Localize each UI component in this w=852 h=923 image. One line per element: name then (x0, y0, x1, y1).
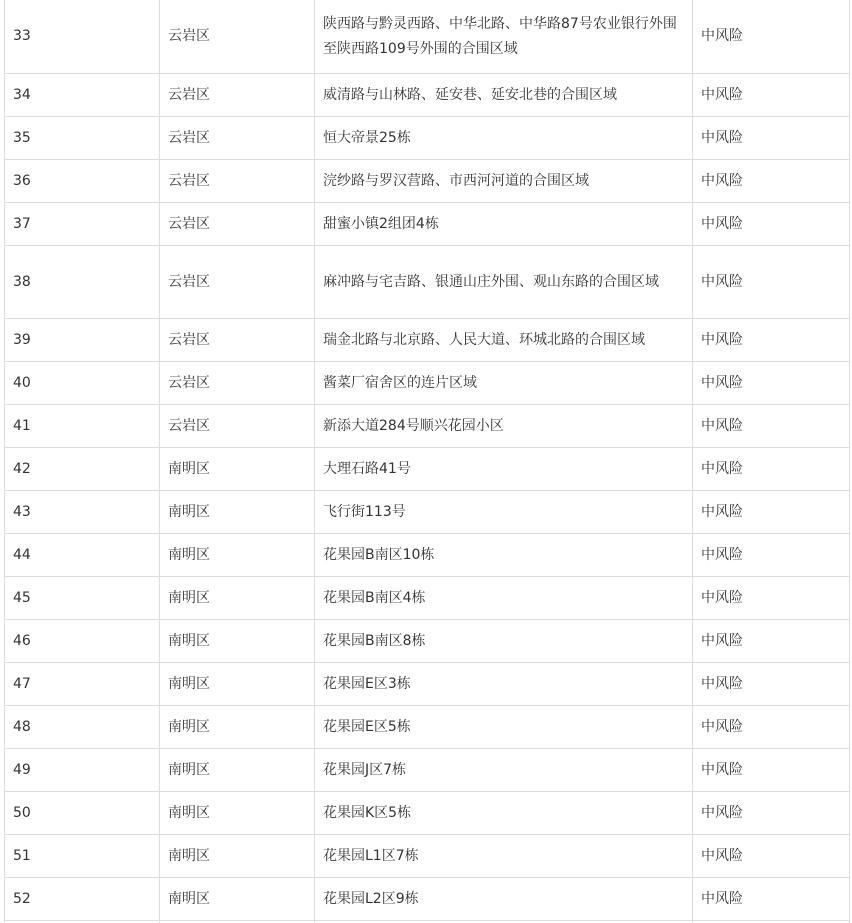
cell-risk-level: 中风险 (693, 491, 850, 534)
cell-number: 47 (5, 663, 160, 706)
cell-number: 49 (5, 749, 160, 792)
cell-area: 花果园B南区10栋 (315, 534, 693, 577)
table-row (5, 749, 850, 792)
cell-area: 甜蜜小镇2组团4栋 (315, 203, 693, 246)
cell-district: 云岩区 (160, 246, 315, 319)
cell-district: 云岩区 (160, 405, 315, 448)
table-row (5, 448, 850, 491)
cell-risk-level: 中风险 (693, 246, 850, 319)
cell-district: 南明区 (160, 878, 315, 921)
cell-number: 34 (5, 74, 160, 117)
table-row (5, 203, 850, 246)
cell-area: 花果园J区7栋 (315, 749, 693, 792)
cell-district: 南明区 (160, 620, 315, 663)
table-row (5, 792, 850, 835)
cell-district: 南明区 (160, 706, 315, 749)
cell-number: 40 (5, 362, 160, 405)
table-row (5, 246, 850, 319)
cell-risk-level: 中风险 (693, 0, 850, 74)
cell-number: 35 (5, 117, 160, 160)
cell-area: 花果园B南区8栋 (315, 620, 693, 663)
cell-number: 52 (5, 878, 160, 921)
cell-number: 42 (5, 448, 160, 491)
cell-district: 云岩区 (160, 160, 315, 203)
cell-number: 44 (5, 534, 160, 577)
cell-area: 飞行街113号 (315, 491, 693, 534)
cell-district: 云岩区 (160, 117, 315, 160)
cell-risk-level: 中风险 (693, 663, 850, 706)
cell-district: 南明区 (160, 534, 315, 577)
cell-district: 南明区 (160, 835, 315, 878)
cell-risk-level: 中风险 (693, 319, 850, 362)
cell-area: 花果园B南区4栋 (315, 577, 693, 620)
cell-number: 43 (5, 491, 160, 534)
cell-number: 45 (5, 577, 160, 620)
cell-district: 云岩区 (160, 0, 315, 74)
cell-risk-level: 中风险 (693, 835, 850, 878)
cell-area: 恒大帝景25栋 (315, 117, 693, 160)
table-row (5, 534, 850, 577)
cell-area: 大理石路41号 (315, 448, 693, 491)
table-row (5, 835, 850, 878)
cell-area: 花果园K区5栋 (315, 792, 693, 835)
cell-number: 46 (5, 620, 160, 663)
table-row (5, 663, 850, 706)
table-body (5, 0, 850, 923)
cell-district: 南明区 (160, 749, 315, 792)
cell-number: 36 (5, 160, 160, 203)
cell-risk-level: 中风险 (693, 878, 850, 921)
cell-area: 新添大道284号顺兴花园小区 (315, 405, 693, 448)
cell-district: 南明区 (160, 577, 315, 620)
table-row (5, 878, 850, 921)
cell-risk-level: 中风险 (693, 749, 850, 792)
cell-district: 南明区 (160, 792, 315, 835)
table-row (5, 362, 850, 405)
table-row (5, 74, 850, 117)
cell-risk-level: 中风险 (693, 534, 850, 577)
cell-risk-level: 中风险 (693, 203, 850, 246)
cell-risk-level: 中风险 (693, 620, 850, 663)
cell-area: 瑞金北路与北京路、人民大道、环城北路的合围区域 (315, 319, 693, 362)
risk-area-table (4, 0, 850, 923)
cell-area: 花果园E区5栋 (315, 706, 693, 749)
cell-district: 南明区 (160, 448, 315, 491)
cell-area: 麻冲路与宅吉路、银通山庄外围、观山东路的合围区域 (315, 246, 693, 319)
cell-risk-level: 中风险 (693, 362, 850, 405)
cell-number: 50 (5, 792, 160, 835)
cell-risk-level: 中风险 (693, 405, 850, 448)
table-row (5, 491, 850, 534)
cell-number: 41 (5, 405, 160, 448)
cell-district: 云岩区 (160, 362, 315, 405)
cell-risk-level: 中风险 (693, 577, 850, 620)
cell-number: 38 (5, 246, 160, 319)
table-row (5, 319, 850, 362)
cell-number: 51 (5, 835, 160, 878)
cell-risk-level: 中风险 (693, 117, 850, 160)
cell-area: 花果园L2区9栋 (315, 878, 693, 921)
cell-area: 威清路与山林路、延安巷、延安北巷的合围区域 (315, 74, 693, 117)
cell-risk-level: 中风险 (693, 74, 850, 117)
table-row (5, 117, 850, 160)
cell-area: 花果园L1区7栋 (315, 835, 693, 878)
cell-number: 37 (5, 203, 160, 246)
cell-number: 39 (5, 319, 160, 362)
cell-area: 浣纱路与罗汉营路、市西河河道的合围区域 (315, 160, 693, 203)
table-row (5, 577, 850, 620)
table-row (5, 0, 850, 74)
cell-district: 云岩区 (160, 203, 315, 246)
cell-risk-level: 中风险 (693, 792, 850, 835)
table-row (5, 405, 850, 448)
table-row (5, 620, 850, 663)
cell-district: 云岩区 (160, 74, 315, 117)
cell-area: 花果园E区3栋 (315, 663, 693, 706)
table-row (5, 706, 850, 749)
cell-number: 48 (5, 706, 160, 749)
cell-district: 南明区 (160, 491, 315, 534)
cell-risk-level: 中风险 (693, 706, 850, 749)
table-row (5, 160, 850, 203)
cell-number: 33 (5, 0, 160, 74)
cell-district: 云岩区 (160, 319, 315, 362)
cell-area: 陕西路与黔灵西路、中华北路、中华路87号农业银行外围至陕西路109号外围的合围区域 (315, 0, 693, 74)
cell-district: 南明区 (160, 663, 315, 706)
cell-risk-level: 中风险 (693, 448, 850, 491)
cell-risk-level: 中风险 (693, 160, 850, 203)
cell-area: 酱菜厂宿舍区的连片区域 (315, 362, 693, 405)
